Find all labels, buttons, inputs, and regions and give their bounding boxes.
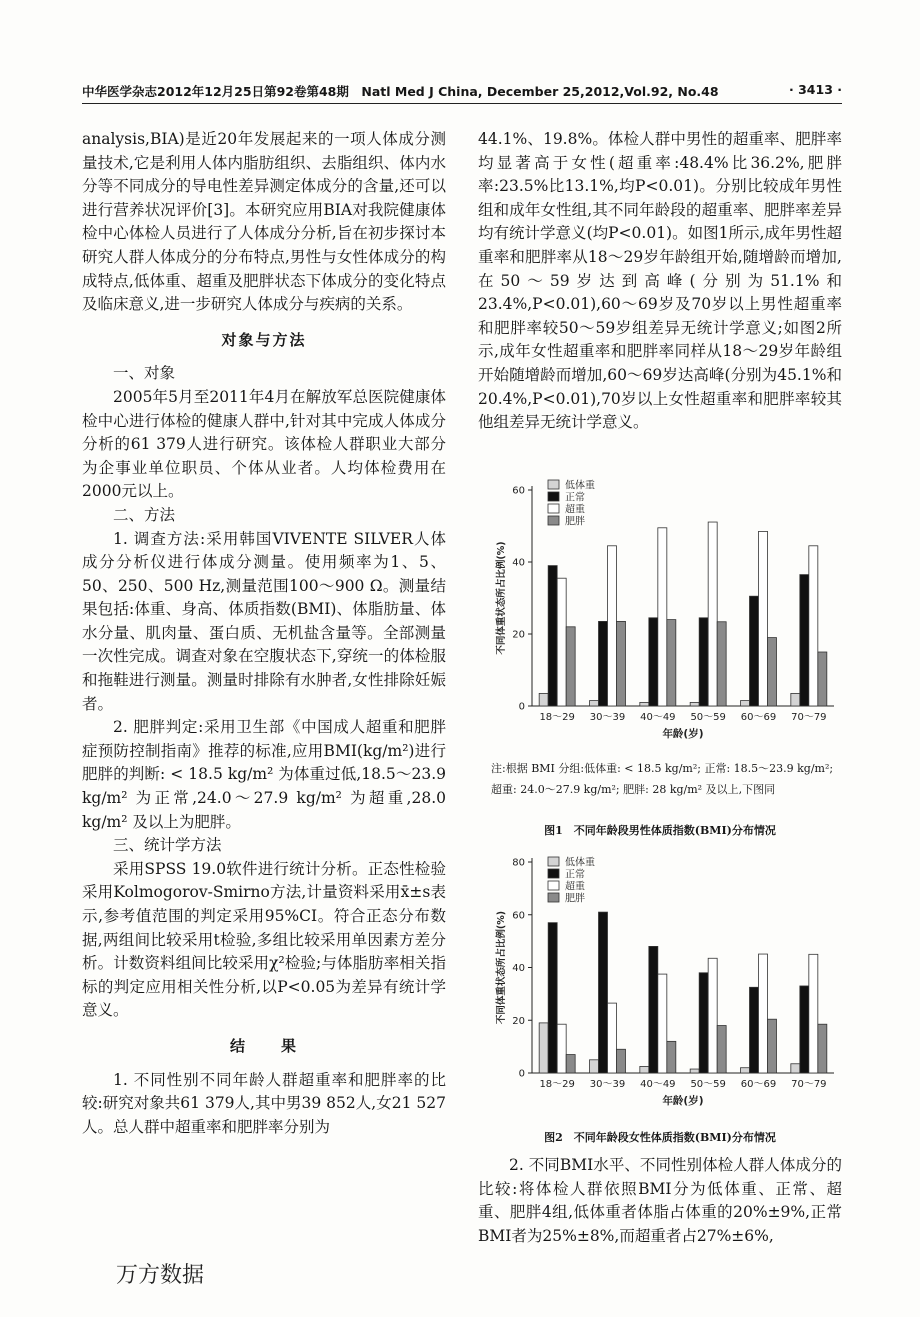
x-axis-label: 年龄(岁) <box>662 728 704 740</box>
legend-swatch <box>548 893 559 902</box>
bar-超重 <box>759 954 768 1073</box>
y-tick-label: 40 <box>512 963 525 974</box>
figure-2 <box>478 850 842 1125</box>
bar-低体重 <box>640 1066 649 1073</box>
y-tick-label: 40 <box>512 557 525 569</box>
bar-超重 <box>809 954 818 1073</box>
bar-正常 <box>800 575 809 706</box>
x-axis-label: 年龄(岁) <box>662 1095 704 1107</box>
bar-超重 <box>608 546 617 706</box>
x-tick-label: 70～79 <box>791 1079 827 1090</box>
bar-超重 <box>557 578 566 706</box>
x-tick-label: 40～49 <box>640 1079 676 1090</box>
right-column-bottom <box>478 1154 842 1248</box>
y-tick-label: 20 <box>512 1015 525 1027</box>
bar-超重 <box>708 958 717 1073</box>
y-axis-label: 不同体重状态所占比例(%) <box>496 910 507 1025</box>
header-rule <box>82 103 842 104</box>
figure-note: 注:根据 BMI 分组:低体重: < 18.5 kg/m²; 正常: 18.5～23.9 kg/m²; 超重: 24.0～27.9 kg/m²; 肥胖: 28 kg/m² 及以上,下图同 <box>491 762 834 796</box>
bar-正常 <box>599 912 608 1073</box>
bar-正常 <box>699 973 708 1073</box>
x-tick-label: 30～39 <box>589 1079 626 1090</box>
bar-肥胖 <box>566 627 575 706</box>
bar-肥胖 <box>717 1026 726 1073</box>
paragraph: 采用SPSS 19.0软件进行统计分析。正态性检验采用Kolmogorov-Smirno方法,计量资料采用x̄±s表示,参考值范围的判定采用95%CI。符合正态分布数据,两组间比较采用t检验,多组比较采用单因素方差分析。计数资料组间比较采用χ²检验;与体脂肪率相关指标的判定应用相关性分析,以P<0.05为差异有统计学意义。 <box>82 859 446 1020</box>
figure-1 <box>478 478 842 750</box>
legend-label: 正常 <box>565 869 585 881</box>
paragraph: 2005年5月至2011年4月在解放军总医院健康体检中心进行体检的健康人群中,针对其中完成人体成分分析的61 379人进行研究。该体检人群职业大部分为企事业单位职员、个体从业者。人均体检费用在2000元以上。 <box>82 387 446 501</box>
y-axis-label: 不同体重状态所占比例(%) <box>496 541 507 655</box>
figure-1-caption: 图1 不同年龄段男性体质指数(BMI)分布情况 <box>544 824 776 837</box>
bar-低体重 <box>690 1069 699 1073</box>
paragraph: analysis,BIA)是近20年发展起来的一项人体成分测量技术,它是利用人体内脂肪组织、去脂组织、体内水分等不同成分的导电性差异测定体成分的含量,还可以进行营养状况评价[3]。本研究应用BIA对我院健康体检中心体检人员进行了人体成分分析,旨在初步探讨本研究人群人体成分的分布特点,男性与女性体成分的构成特点,低体重、超重及肥胖状态下体成分的变化特点及临床意义,进一步研究人体成分与疾病的关系。 <box>82 130 446 314</box>
x-tick-label: 70～79 <box>791 712 827 723</box>
x-tick-label: 40～49 <box>640 712 676 723</box>
y-tick-label: 60 <box>512 910 525 922</box>
bar-正常 <box>548 566 557 706</box>
x-tick-label: 18～29 <box>539 712 575 723</box>
bar-超重 <box>658 974 667 1073</box>
bar-正常 <box>800 986 809 1073</box>
paragraph: 2. 肥胖判定:采用卫生部《中国成人超重和肥胖症预防控制指南》推荐的标准,应用BMI(kg/m²)进行肥胖的判断: < 18.5 kg/m² 为体重过低,18.5～23.9 kg/m² 为正常,24.0～27.9 kg/m² 为超重,28.0 kg/m² 及以上为肥胖。 <box>82 718 446 831</box>
bar-肥胖 <box>617 621 626 706</box>
bar-超重 <box>809 546 818 706</box>
paragraph: 44.1%、19.8%。体检人群中男性的超重率、肥胖率均显著高于女性(超重率:48.4%比36.2%,肥胖率:23.5%比13.1%,均P<0.01)。分别比较成年男性组和成年女性组,其不同年龄段的超重率、肥胖率差异均有统计学意义(均P<0.01)。如图1所示,成年男性超重率和肥胖率从18～29岁年龄组开始,随增龄而增加,在50～59岁达到高峰(分别为51.1%和23.4%,P<0.01),60～69岁及70岁以上男性超重率和肥胖率较50～59岁组差异无统计学意义;如图2所示,成年女性超重率和肥胖率同样从18～29岁年龄组开始随增龄而增加,60～69岁达高峰(分别为45.1%和20.4%,P<0.01),70岁以上女性超重率和肥胖率较其他组差异无统计学意义。 <box>478 130 842 432</box>
figure-1-chart <box>478 478 842 750</box>
x-tick-label: 30～39 <box>589 712 626 723</box>
x-tick-label: 18～29 <box>539 1079 575 1090</box>
y-tick-label: 20 <box>512 629 525 641</box>
y-tick-label: 80 <box>512 857 525 869</box>
legend-swatch <box>548 492 559 501</box>
header-journal: 中华医学杂志2012年12月25日第92卷第48期 Natl Med J China, December 25,2012,Vol.92, No.48 <box>82 84 719 99</box>
bar-肥胖 <box>768 638 777 706</box>
subheading: 三、统计学方法 <box>113 836 222 855</box>
bar-肥胖 <box>667 620 676 706</box>
watermark: 万方数据 <box>116 1263 205 1288</box>
bar-超重 <box>557 1024 566 1073</box>
bar-正常 <box>649 946 658 1073</box>
bar-低体重 <box>640 702 649 706</box>
legend-label: 低体重 <box>565 480 595 492</box>
section-heading-results: 结 果 <box>229 1036 298 1055</box>
paragraph: 1. 不同性别不同年龄人群超重率和肥胖率的比较:研究对象共61 379人,其中男39 852人,女21 527人。总人群中超重率和肥胖率分别为 <box>82 1070 446 1136</box>
right-column-top <box>478 128 842 435</box>
subheading: 二、方法 <box>113 505 176 524</box>
bar-超重 <box>708 522 717 706</box>
bar-低体重 <box>690 702 699 706</box>
bar-肥胖 <box>566 1055 575 1073</box>
bar-肥胖 <box>818 1024 827 1073</box>
bar-超重 <box>759 531 768 706</box>
bar-正常 <box>599 621 608 706</box>
bar-低体重 <box>791 1064 800 1073</box>
bar-肥胖 <box>717 622 726 706</box>
x-tick-label: 60～69 <box>740 1079 777 1090</box>
bar-超重 <box>658 528 667 706</box>
bar-肥胖 <box>818 652 827 706</box>
x-tick-label: 60～69 <box>740 712 777 723</box>
legend-swatch <box>548 869 559 878</box>
bar-正常 <box>699 618 708 706</box>
figure-2-caption: 图2 不同年龄段女性体质指数(BMI)分布情况 <box>544 1131 776 1144</box>
subheading: 一、对象 <box>113 364 176 383</box>
bar-正常 <box>548 923 557 1073</box>
left-column <box>82 128 446 1139</box>
y-tick-label: 60 <box>512 485 525 497</box>
bar-正常 <box>750 596 759 706</box>
bar-低体重 <box>539 1023 548 1073</box>
bar-低体重 <box>590 1060 599 1073</box>
bar-肥胖 <box>617 1049 626 1073</box>
bar-低体重 <box>791 693 800 706</box>
legend-label: 肥胖 <box>565 516 585 528</box>
legend-swatch <box>548 881 559 890</box>
paragraph: 2. 不同BMI水平、不同性别体检人群人体成分的比较:将体检人群依照BMI分为低体重、正常、超重、肥胖4组,低体重者体脂占体重的20%±9%,正常BMI者为25%±8%,而超重者占27%±6%, <box>478 1156 842 1245</box>
bar-肥胖 <box>768 1019 777 1073</box>
legend-swatch <box>548 857 559 866</box>
page-number: · 3413 · <box>789 82 842 97</box>
legend-label: 肥胖 <box>565 893 585 905</box>
y-tick-label: 0 <box>518 701 525 713</box>
legend-swatch <box>548 504 559 513</box>
bar-低体重 <box>741 701 750 706</box>
bar-低体重 <box>741 1068 750 1073</box>
x-tick-label: 50～59 <box>690 1079 726 1090</box>
legend-swatch <box>548 516 559 525</box>
bar-肥胖 <box>667 1041 676 1073</box>
bar-超重 <box>608 1003 617 1073</box>
y-tick-label: 0 <box>518 1068 525 1080</box>
legend-swatch <box>548 480 559 489</box>
bar-正常 <box>750 987 759 1073</box>
legend-label: 超重 <box>565 881 585 893</box>
section-heading-methods: 对象与方法 <box>221 330 307 349</box>
running-header <box>82 82 842 100</box>
bar-低体重 <box>539 693 548 706</box>
bar-低体重 <box>590 701 599 706</box>
legend-label: 超重 <box>565 504 585 516</box>
legend-label: 低体重 <box>565 857 595 869</box>
figure-2-chart <box>478 850 842 1125</box>
bar-正常 <box>649 618 658 706</box>
x-tick-label: 50～59 <box>690 712 726 723</box>
legend-label: 正常 <box>565 492 585 504</box>
paragraph: 1. 调查方法:采用韩国VIVENTE SILVER人体成分分析仪进行体成分测量。使用频率为1、5、50、250、500 Hz,测量范围100～900 Ω。测量结果包括:体重、身高、体质指数(BMI)、体脂肪量、体水分量、肌肉量、蛋白质、无机盐含量等。全部测量一次性完成。调查对象在空腹状态下,穿统一的体检服和拖鞋进行测量。测量时排除有水肿者,女性排除妊娠者。 <box>82 529 446 713</box>
